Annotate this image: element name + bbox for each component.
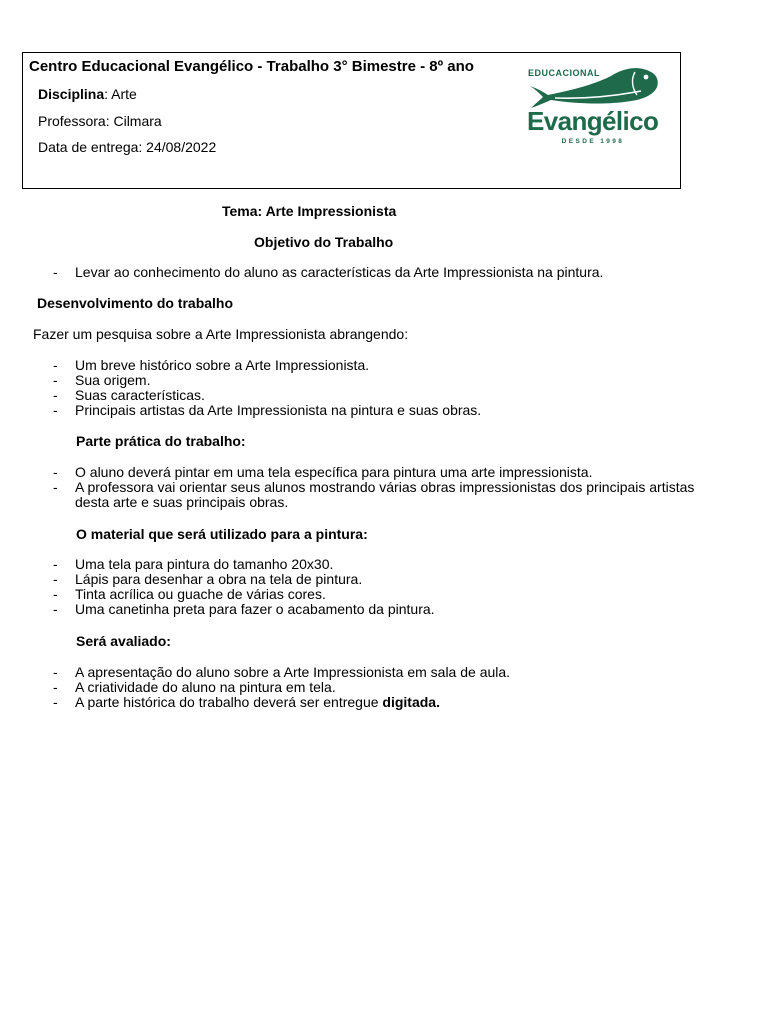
list-item-text: Levar ao conhecimento do aluno as características da Arte Impressionista na pintura. [75, 264, 604, 280]
list-marker: - [53, 679, 58, 695]
materials-heading: O material que será utilizado para a pintura: [76, 526, 368, 542]
list-marker: - [53, 387, 58, 403]
logo-name: Evangélico [527, 106, 659, 136]
list-item-text-bold: digitada. [382, 694, 440, 710]
evaluation-list [53, 665, 720, 710]
development-intro: Fazer um pesquisa sobre a Arte Impressionista abrangendo: [33, 326, 409, 342]
document-title: Centro Educacional Evangélico - Trabalho 3° Bimestre - 8º ano [29, 58, 474, 75]
due-date-line: Data de entrega: 24/08/2022 [38, 139, 217, 155]
list-item-text [75, 695, 720, 710]
theme-heading: Tema: Arte Impressionista [222, 203, 397, 219]
list-item-text: A criatividade do aluno na pintura em tela. [75, 679, 336, 695]
list-item-text: Um breve histórico sobre a Arte Impressionista. [75, 357, 370, 373]
list-item [53, 480, 720, 510]
list-item [53, 665, 720, 680]
discipline-line [38, 86, 137, 102]
list-item-text: Principais artistas da Arte Impressionista na pintura e suas obras. [75, 402, 482, 418]
list-item [53, 388, 720, 403]
list-item-text-regular: A parte histórica do trabalho deverá ser entregue [75, 694, 383, 710]
list-item-text: Uma tela para pintura do tamanho 20x30. [75, 556, 334, 572]
list-item [53, 680, 720, 695]
list-item [53, 572, 720, 587]
list-item [53, 403, 720, 418]
list-item-text: O aluno deverá pintar em uma tela específica para pintura uma arte impressionista. [75, 464, 593, 480]
school-logo [527, 62, 659, 148]
development-list [53, 358, 720, 418]
list-item [53, 587, 720, 602]
evaluation-heading: Será avaliado: [76, 633, 171, 649]
list-marker: - [53, 402, 58, 418]
materials-list [53, 557, 720, 617]
discipline-value: : Arte [104, 86, 137, 102]
list-item-text: A professora vai orientar seus alunos mostrando várias obras impressionistas dos principais artistas desta arte e suas principais obras. [75, 479, 695, 510]
list-marker: - [53, 601, 58, 617]
practical-list [53, 465, 720, 510]
list-item-text: Lápis para desenhar a obra na tela de pintura. [75, 571, 363, 587]
list-marker: - [53, 464, 58, 480]
list-item-text: A apresentação do aluno sobre a Arte Impressionista em sala de aula. [75, 664, 511, 680]
list-marker: - [53, 357, 58, 373]
list-item [53, 358, 720, 373]
development-heading: Desenvolvimento do trabalho [37, 295, 234, 311]
list-item [53, 265, 720, 280]
discipline-label: Disciplina [38, 86, 105, 102]
list-marker: - [53, 264, 58, 280]
list-item-text: Uma canetinha preta para fazer o acabamento da pintura. [75, 601, 435, 617]
list-marker: - [53, 586, 58, 602]
teacher-line: Professora: Cilmara [38, 113, 162, 129]
fish-eye [644, 75, 649, 80]
list-marker: - [53, 372, 58, 388]
list-marker: - [53, 479, 58, 495]
list-item [53, 465, 720, 480]
list-marker: - [53, 664, 58, 680]
list-item [53, 373, 720, 388]
list-item-text: Sua origem. [75, 372, 151, 388]
objective-list [53, 265, 720, 280]
list-item [53, 695, 720, 710]
practical-heading: Parte prática do trabalho: [76, 433, 246, 449]
list-item [53, 602, 720, 617]
list-item-text: Suas características. [75, 387, 205, 403]
logo-since: DESDE 1998 [561, 138, 625, 145]
list-marker: - [53, 694, 58, 710]
list-item-text: Tinta acrílica ou guache de várias cores. [75, 586, 326, 602]
objective-heading: Objetivo do Trabalho [254, 234, 394, 250]
logo-top-text: EDUCACIONAL [528, 68, 600, 78]
list-marker: - [53, 571, 58, 587]
list-marker: - [53, 556, 58, 572]
list-item [53, 557, 720, 572]
